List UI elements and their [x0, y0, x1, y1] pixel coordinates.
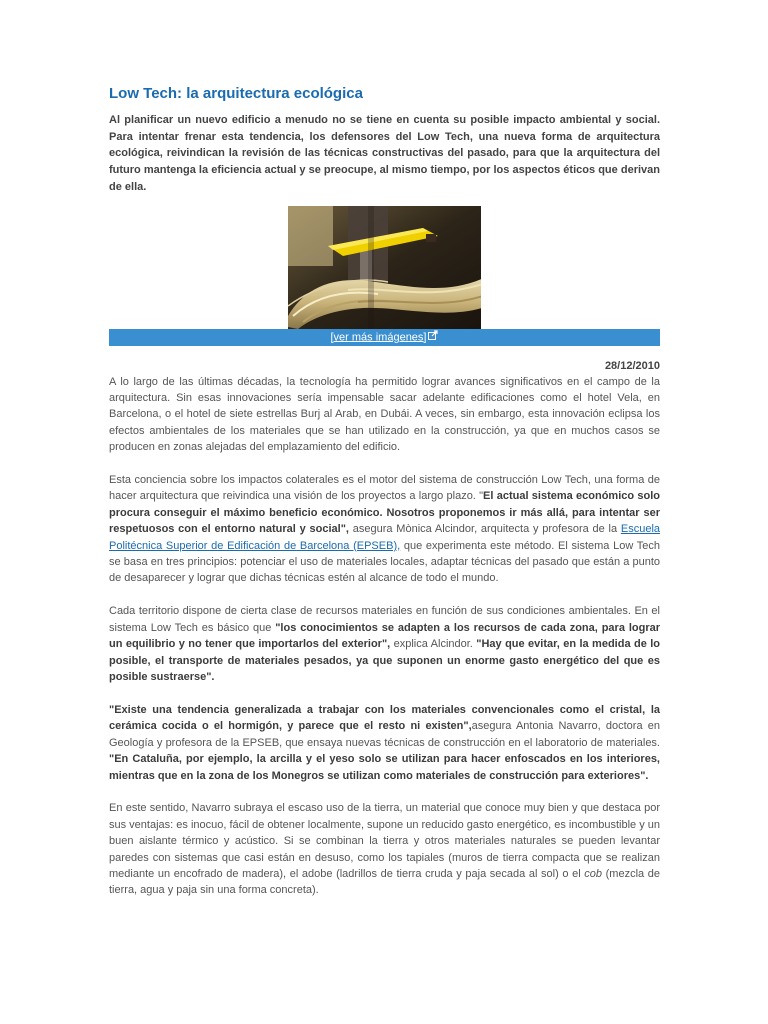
woven-structure-photo — [288, 206, 481, 329]
article — [109, 84, 660, 915]
quote-navarro-1: "Existe una tendencia generalizada a trabajar con los materiales convencionales como el cristal, la cerámica cocida o el hormigón, y parece que el resto ni existen", — [109, 703, 660, 733]
more-images-link[interactable]: [ver más imágenes] — [330, 330, 427, 343]
paragraph-2-text-1: Esta conciencia sobre los impactos colaterales es el motor del sistema de construcción Low Tech, una forma de hacer arquitectura que reivindica una visión de los proyectos a largo plazo. " — [109, 474, 660, 503]
article-lead: Al planificar un nuevo edificio a menudo no se tiene en cuenta su posible impacto ambiental y social. Para intentar frenar esta tendencia, los defensores del Low Tech, una nueva forma de arquitectura ecológica, reivindican la revisión de las técnicas constructivas del pasado, para que la arquitectura del futuro mantenga la eficiencia actual y se preocupe, al mismo tiempo, por los aspectos éticos que derivan de ella. — [109, 114, 660, 193]
external-link-icon[interactable] — [428, 329, 438, 346]
image-caption-bar — [109, 329, 660, 346]
paragraph-5-text-2: (mezcla de tierra, agua y paja sin una forma concreta). — [109, 868, 660, 897]
paragraph-3 — [109, 603, 660, 685]
article-title: Low Tech: la arquitectura ecológica — [109, 85, 363, 102]
quote-alcindor-1: El actual sistema económico solo procura conseguir el máximo beneficio económico. Nosotros proponemos ir más allá, para intentar ser respetuosos con el entorno natural y social", — [109, 490, 660, 536]
paragraph-2-text-3: que experimenta este método. El sistema Low Tech se basa en tres principios: potenciar el uso de materiales locales, adaptar técnicas del pasado que están a punto de desaparecer y lograr que dichas técnicas estén al alcance de todo el mundo. — [109, 539, 660, 585]
cob-term: cob — [584, 868, 603, 881]
paragraph-1 — [109, 374, 660, 456]
paragraph-4-text-1: asegura Antonia Navarro, doctora en Geología y profesora de la EPSEB, que ensaya nuevas técnicas de construcción en el laboratorio de materiales. — [109, 720, 660, 749]
quote-navarro-2: "En Cataluña, por ejemplo, la arcilla y el yeso solo se utilizan para hacer enfoscados en los interiores, mientras que en la zona de los Monegros se utilizan como materiales de construcción para exteriores". — [109, 753, 660, 782]
paragraph-5-text-1: En este sentido, Navarro subraya el escaso uso de la tierra, un material que conoce muy bien y que destaca por sus ventajas: es inocuo, fácil de obtener localmente, supone un reducido gasto energético, es incombustible y un buen aislante térmico y acústico. Si se combinan la tierra y otros materiales naturales se pueden levantar paredes con sistemas que casi están en desuso, como los tapiales (muros de tierra compacta que se realizan mediante un encofrado de madera), el adobe (ladrillos de tierra cruda y paja secada al sol) o el — [109, 802, 660, 881]
article-date: 28/12/2010 — [604, 359, 660, 372]
paragraph-2-text-2: asegura Mònica Alcindor, arquitecta y profesora de la — [349, 523, 621, 536]
quote-alcindor-3: "Hay que evitar, en la medida de lo posible, el transporte de materiales pesados, ya que suponen un enorme gasto energético del que es posible sustraerse". — [109, 638, 660, 684]
article-photo[interactable] — [288, 206, 481, 329]
paragraph-2 — [109, 472, 660, 587]
paragraph-4 — [109, 702, 660, 784]
paragraph-3-text-1: Cada territorio dispone de cierta clase de recursos materiales en función de sus condiciones ambientales. En el sistema Low Tech es básico que — [109, 605, 660, 634]
article-figure — [109, 206, 660, 346]
paragraph-5 — [109, 800, 660, 898]
paragraph-3-text-2: explica Alcindor. — [390, 638, 477, 651]
epseb-link[interactable]: Escuela Politécnica Superior de Edificación de Barcelona (EPSEB), — [109, 523, 661, 552]
quote-alcindor-2: "los conocimientos se adapten a los recursos de cada zona, para lograr un equilibrio y no tener que importarlos del exterior", — [109, 621, 661, 651]
paragraph-1-text: A lo largo de las últimas décadas, la tecnología ha permitido lograr avances significativos en el campo de la arquitectura. Sin esas innovaciones sería impensable sacar adelante edificaciones como el hotel Vela, en Barcelona, o el hotel de siete estrellas Burj al Arab, en Dubái. A veces, sin embargo, esta innovación eclipsa los efectos ambientales de los materiales que se han utilizado en la construcción, ya que en muchos casos se producen en zonas alejadas del emplazamiento del edificio. — [109, 375, 660, 454]
